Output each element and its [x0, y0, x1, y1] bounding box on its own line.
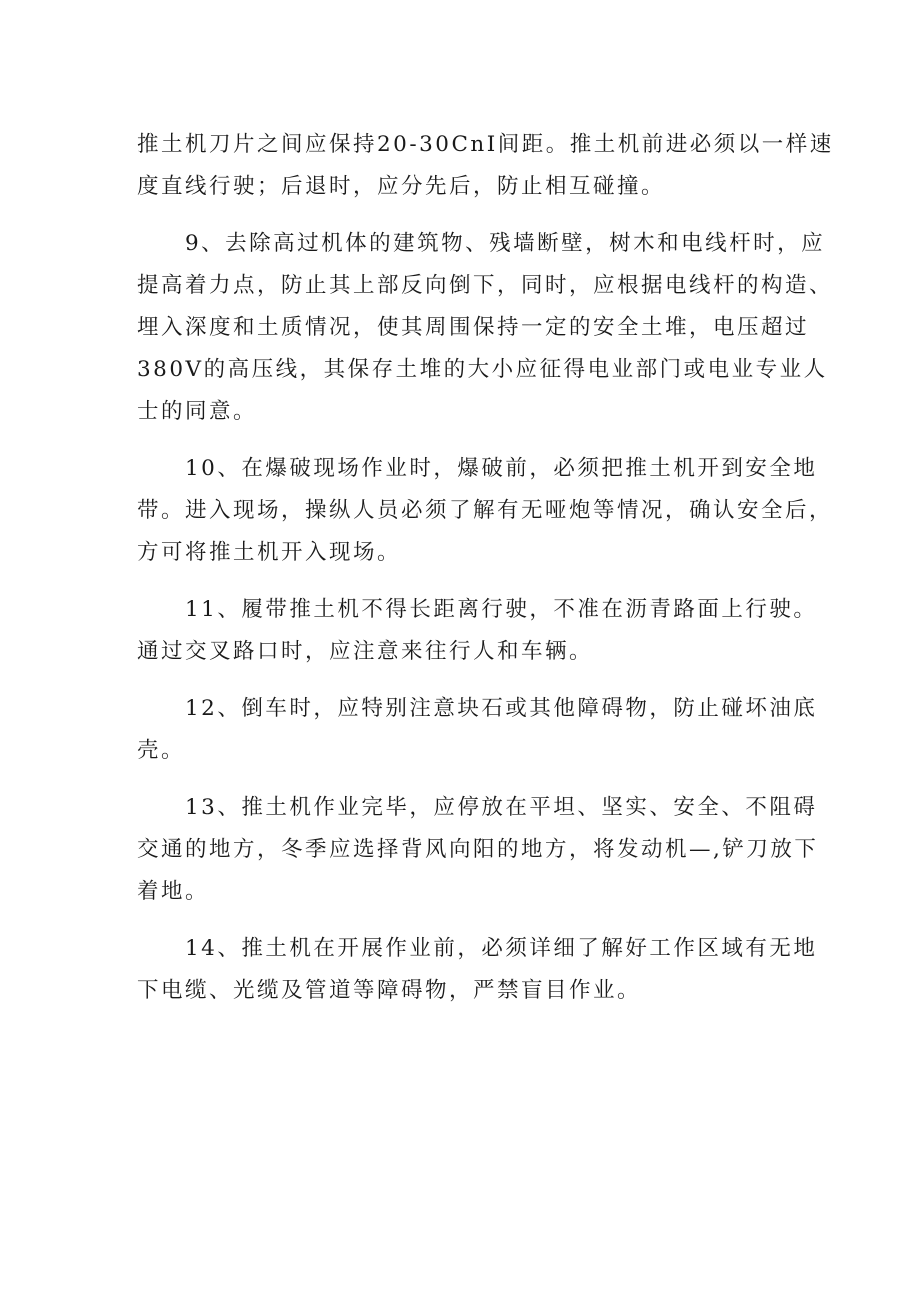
text-line: 推土机刀片之间应保持20-30CnI间距。推土机前进必须以一样速: [137, 132, 834, 157]
text-line: 12、倒车时，应特别注意块石或其他障碍物，防止碰坏油底: [185, 696, 818, 721]
text-line: 着地。: [137, 879, 210, 904]
paragraph-11: [137, 589, 818, 673]
text-line: 埋入深度和土质情况，使其周围保持一定的安全土堆，电压超过: [137, 315, 810, 340]
text-line: 度直线行驶；后退时，应分先后，防止相互碰撞。: [137, 174, 666, 199]
text-line: 交通的地方，冬季应选择背风向阳的地方，将发动机—,铲刀放下: [137, 837, 819, 862]
text-line: 13、推土机作业完毕，应停放在平坦、坚实、安全、不阻碍: [185, 795, 818, 820]
document-page: [137, 124, 834, 1027]
paragraph-12: [137, 688, 818, 772]
text-line: 380V的高压线，其保存土堆的大小应征得电业部门或电业专业人: [137, 357, 828, 382]
text-line: 10、在爆破现场作业时，爆破前，必须把推土机开到安全地: [185, 456, 818, 481]
paragraph-10: [137, 448, 834, 574]
text-line: 11、履带推土机不得长距离行驶，不准在沥青路面上行驶。: [185, 597, 818, 622]
paragraph-9: [137, 223, 834, 433]
paragraph-8-continued: [137, 124, 834, 208]
text-line: 下电缆、光缆及管道等障碍物，严禁盲目作业。: [137, 978, 642, 1003]
paragraph-14: [137, 928, 818, 1012]
text-line: 提高着力点，防止其上部反向倒下，同时，应根据电线杆的构造、: [137, 273, 834, 298]
text-line: 14、推土机在开展作业前，必须详细了解好工作区域有无地: [185, 936, 818, 961]
text-line: 通过交叉路口时，应注意来往行人和车辆。: [137, 639, 594, 664]
text-line: 9、去除高过机体的建筑物、残墙断壁，树木和电线杆时，应: [185, 231, 826, 256]
paragraph-13: [137, 787, 819, 913]
text-line: 带。进入现场，操纵人员必须了解有无哑炮等情况，确认安全后，: [137, 498, 834, 523]
text-line: 士的同意。: [137, 399, 258, 424]
text-line: 壳。: [137, 738, 186, 763]
text-line: 方可将推土机开入现场。: [137, 540, 402, 565]
